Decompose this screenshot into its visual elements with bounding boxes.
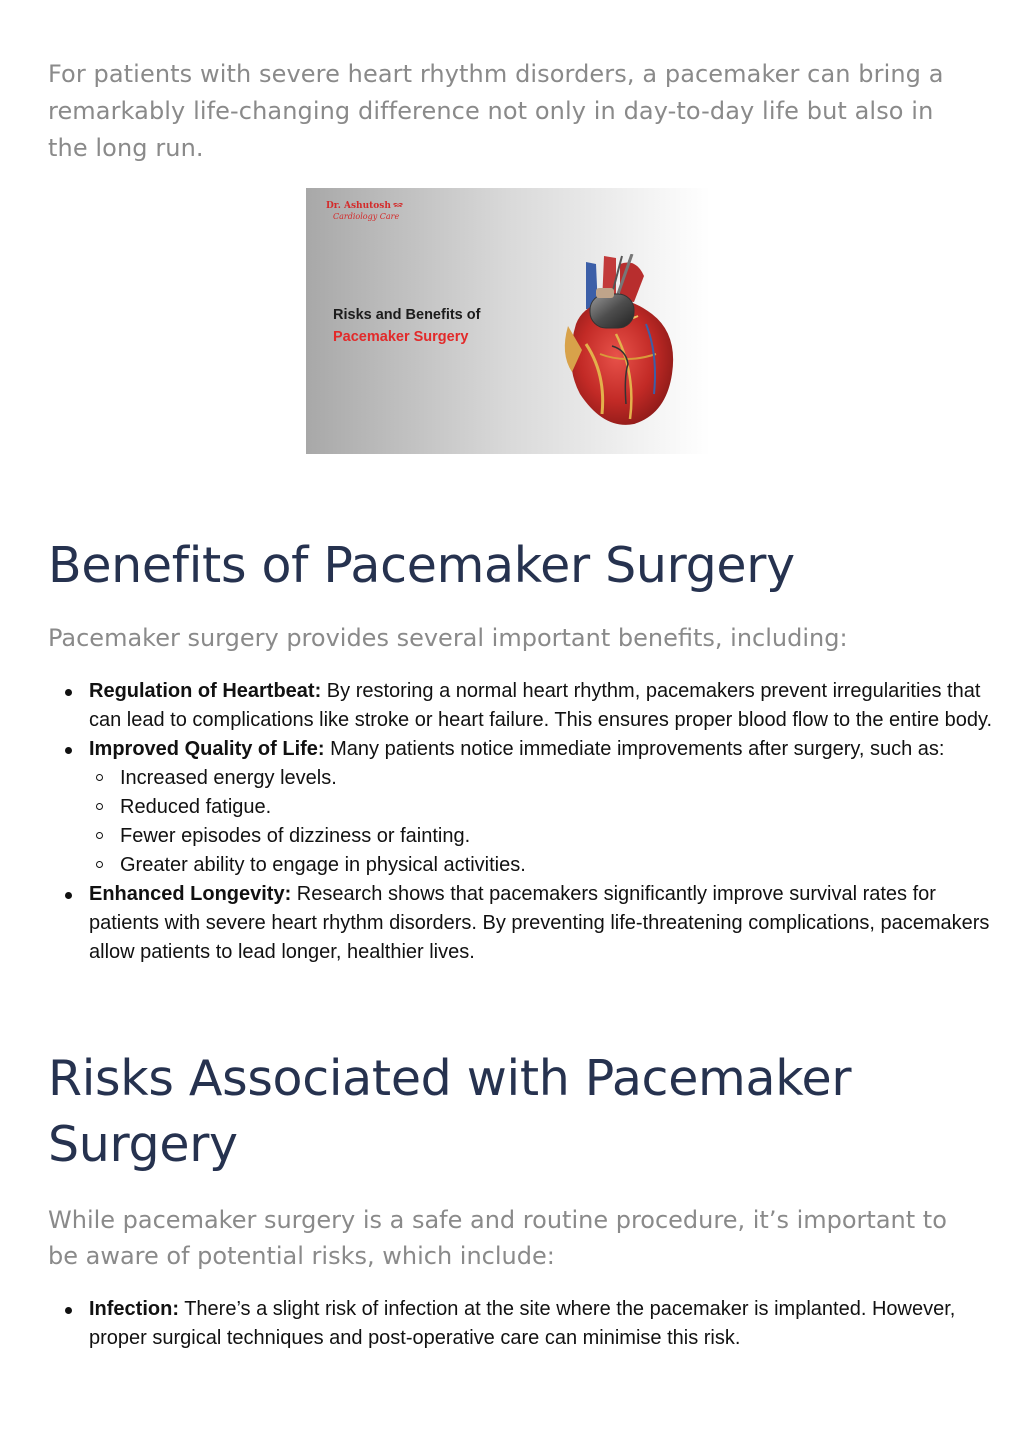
hero-title-line2: Pacemaker Surgery — [333, 329, 469, 345]
heart-logo-icon — [393, 202, 403, 210]
list-item — [89, 735, 1009, 880]
list-item — [89, 1295, 1009, 1353]
brand-subtitle: Cardiology Care — [333, 212, 400, 221]
sub-list-item: Reduced fatigue. — [120, 793, 1009, 822]
sub-list-item: Increased energy levels. — [120, 764, 1009, 793]
list-item-text: By restoring a normal heart rhythm, pacemakers prevent irregularities that can lead to complications like stroke or heart failure. This ensures proper blood flow to the entire body. — [89, 680, 993, 731]
list-item-term: Enhanced Longevity: — [89, 883, 292, 905]
risks-list — [48, 1295, 1009, 1353]
intro-paragraph: For patients with severe heart rhythm disorders, a pacemaker can bring a remarkably life-changing difference not only in day-to-day life but also in the long run. — [48, 60, 944, 162]
list-item-text: Research shows that pacemakers significantly improve survival rates for patients with severe heart rhythm disorders. By preventing life-threatening complications, pacemakers allow patients to lead longer, healthier lives. — [89, 883, 990, 963]
brand-logo — [326, 201, 403, 221]
sub-list — [89, 764, 1009, 880]
list-item — [89, 880, 1009, 967]
benefits-lead: Pacemaker surgery provides several important benefits, including: — [48, 624, 848, 652]
list-item-term: Improved Quality of Life: — [89, 738, 325, 760]
list-item-term: Regulation of Heartbeat: — [89, 680, 322, 702]
hero-title — [333, 304, 480, 348]
list-item-text: Many patients notice immediate improvements after surgery, such as: — [324, 738, 945, 760]
list-item — [89, 677, 1009, 735]
heart-with-pacemaker-illustration — [546, 254, 686, 434]
sub-list-item: Fewer episodes of dizziness or fainting. — [120, 822, 1009, 851]
benefits-heading: Benefits of Pacemaker Surgery — [48, 537, 795, 594]
risks-lead: While pacemaker surgery is a safe and routine procedure, it’s important to be aware of potential risks, which include: — [48, 1206, 947, 1270]
benefits-list — [48, 677, 1009, 967]
brand-name: Dr. Ashutosh — [326, 201, 391, 211]
hero-title-line1: Risks and Benefits of — [333, 307, 481, 323]
list-item-term: Infection: — [89, 1298, 179, 1320]
sub-list-item: Greater ability to engage in physical activities. — [120, 851, 1009, 880]
risks-heading: Risks Associated with Pacemaker Surgery — [48, 1050, 852, 1173]
hero-image — [306, 188, 710, 454]
list-item-text: There’s a slight risk of infection at the site where the pacemaker is implanted. However, proper surgical techniques and post-operative care can minimise this risk. — [89, 1298, 956, 1349]
